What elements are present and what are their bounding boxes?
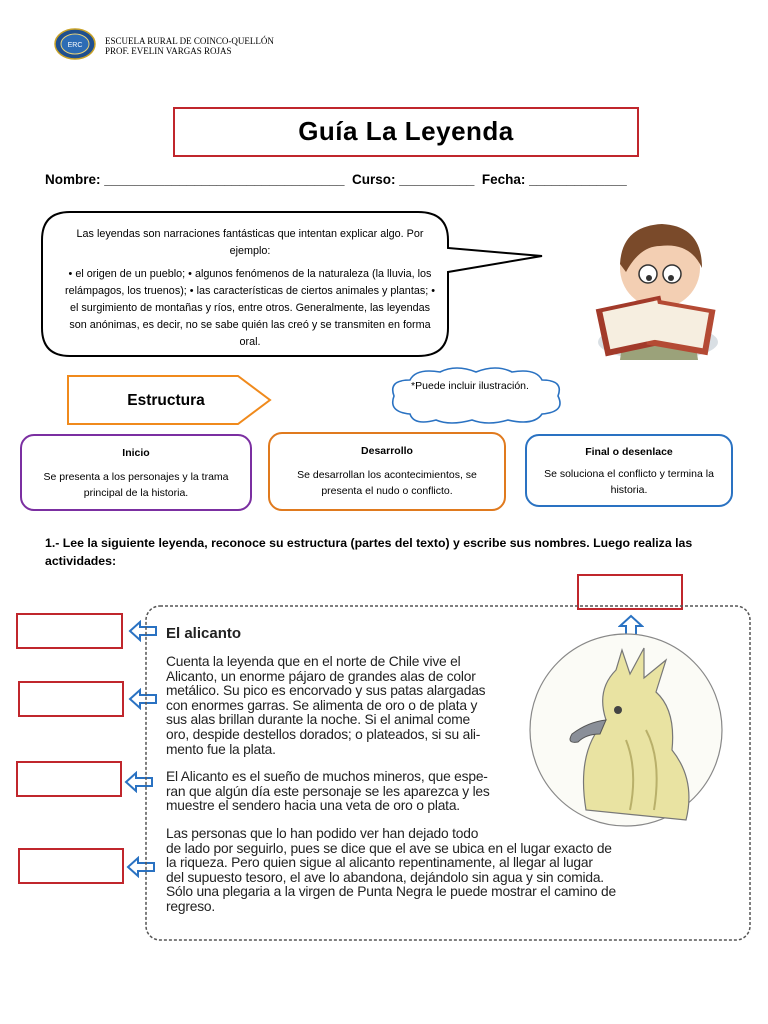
svg-text:ERC: ERC bbox=[67, 42, 83, 49]
text-line: El Alicanto es el sueño de muchos mineros, que espe- bbox=[166, 769, 488, 784]
text-line: del supuesto tesoro, el ave lo abandona, dejándolo sin agua y sin comida. bbox=[166, 869, 604, 885]
illustration-note: *Puede incluir ilustración. bbox=[411, 380, 529, 392]
legend-paragraph-3 bbox=[166, 827, 686, 915]
intro-text bbox=[60, 226, 440, 351]
text-line: metálico. Su pico es encorvado y sus patas alargadas bbox=[166, 683, 486, 699]
boy-reading-illustration bbox=[580, 212, 730, 360]
text-line: Cuenta la leyenda que en el norte de Chile vive el bbox=[166, 654, 461, 669]
structure-box-inicio bbox=[20, 434, 252, 511]
school-name: ESCUELA RURAL DE COINCO-QUELLÓN bbox=[105, 36, 274, 46]
text-line: con enormes garras. Se alimenta de oro o de plata y bbox=[166, 697, 478, 713]
structure-text: Se desarrollan los acontecimientos, se presenta el nudo o conflicto. bbox=[297, 469, 477, 497]
text-line: ran que algún día este personaje se les aparezca y les bbox=[166, 783, 490, 799]
answer-box-3[interactable] bbox=[16, 761, 122, 797]
text-line: oro, despide destellos dorados; o plateados, si su ali- bbox=[166, 726, 481, 742]
legend-paragraph-2 bbox=[166, 770, 526, 814]
page-title: Guía La Leyenda bbox=[298, 116, 514, 146]
intro-line-2: • el origen de un pueblo; • algunos fenómenos de la naturaleza (la lluvia, los relámpagos, los truenos); • las características de ciertos animales y plantas; • el surgimiento de montañas y ríos, entre otros. Generalmente, las leyendas son anónimas, es decir, no se sabe quién las creó y se transmiten en forma oral. bbox=[64, 268, 435, 348]
structure-title: Inicio bbox=[122, 447, 150, 459]
text-line: regreso. bbox=[166, 898, 216, 914]
text-line: la riqueza. Pero quien sigue al alicanto repentinamente, al llegar al lugar bbox=[166, 855, 593, 871]
structure-box-final bbox=[525, 434, 733, 507]
structure-text: Se soluciona el conflicto y termina la historia. bbox=[544, 468, 714, 496]
student-fields[interactable]: Nombre: ________________________________ Curso: __________ Fecha: _____________ bbox=[45, 172, 627, 187]
text-line: de lado por seguirlo, pues se dice que el ave se ubica en el lugar exacto de bbox=[166, 840, 612, 856]
structure-text: Se presenta a los personajes y la trama principal de la historia. bbox=[43, 471, 229, 499]
question-1: 1.- Lee la siguiente leyenda, reconoce su estructura (partes del texto) y escribe sus nombres. Luego realiza las actividades: bbox=[45, 536, 693, 568]
school-header bbox=[105, 36, 274, 56]
structure-box-desarrollo bbox=[268, 432, 506, 511]
school-seal-icon bbox=[54, 28, 96, 60]
text-line: Alicanto, un enorme pájaro de grandes alas de color bbox=[166, 668, 476, 684]
answer-box-4[interactable] bbox=[18, 848, 124, 884]
estructura-label: Estructura bbox=[127, 392, 205, 409]
legend-title: El alicanto bbox=[166, 625, 242, 642]
teacher-name: PROF. EVELIN VARGAS ROJAS bbox=[105, 46, 232, 56]
answer-box-1[interactable] bbox=[16, 613, 123, 649]
structure-title: Desarrollo bbox=[361, 445, 413, 457]
title-box bbox=[173, 107, 639, 157]
text-line: muestre el sendero hacia una veta de oro o plata. bbox=[166, 798, 460, 814]
text-line: mento fue la plata. bbox=[166, 741, 276, 757]
intro-line-1: Las leyendas son narraciones fantásticas que intentan explicar algo. Por ejemplo: bbox=[76, 228, 424, 257]
alicanto-bird-illustration bbox=[526, 630, 726, 830]
text-line: sus alas brillan durante la noche. Si el animal come bbox=[166, 712, 471, 728]
structure-title: Final o desenlace bbox=[585, 446, 673, 458]
text-line: Sólo una plegaria a la virgen de Punta Negra le puede mostrar el camino de bbox=[166, 884, 616, 900]
answer-box-2[interactable] bbox=[18, 681, 124, 717]
text-line: Las personas que lo han podido ver han dejado todo bbox=[166, 826, 479, 841]
cloud-shape bbox=[384, 366, 568, 426]
legend-paragraph-1 bbox=[166, 655, 526, 757]
